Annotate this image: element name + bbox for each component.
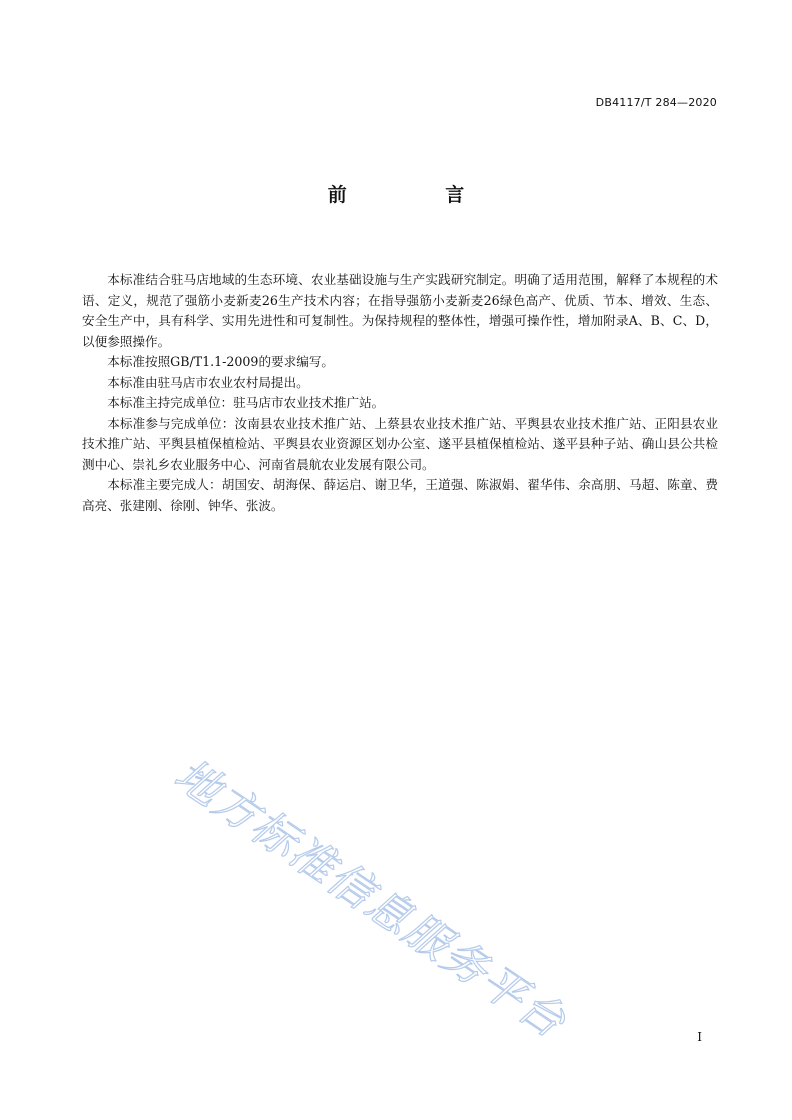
page-title: 前 言 (327, 184, 511, 206)
document-code: DB4117/T 284—2020 (595, 96, 717, 109)
paragraph-standard-basis: 本标准按照GB/T1.1-2009的要求编写。 (107, 354, 335, 369)
paragraph-participating-units: 本标准参与完成单位：汝南县农业技术推广站、上蔡县农业技术推广站、平舆县农业技术推广站、正阳县农业技术推广站、平舆县植保植检站、平舆县农业资源区划办公室、遂平县植保植检站、遂平县种子站、确山县公共检测中心、崇礼乡农业服务中心、河南省晨航农业发展有限公司。 (82, 415, 718, 472)
watermark: 地方标准信息服务平台 (165, 749, 576, 1049)
paragraph-main-drafters: 本标准主要完成人：胡国安、胡海保、薛运启、谢卫华，王道强、陈淑娟、翟华伟、余高朋、马超、陈童、费高亮、张建刚、徐刚、钟华、张波。 (82, 477, 718, 513)
paragraph-lead-unit: 本标准主持完成单位：驻马店市农业技术推广站。 (107, 395, 385, 410)
paragraph-proposer: 本标准由驻马店市农业农村局提出。 (107, 374, 309, 390)
page-number: I (697, 1030, 702, 1044)
paragraph-intro: 本标准结合驻马店地域的生态环境、农业基础设施与生产实践研究制定。明确了适用范围，解释了本规程的术语、定义，规范了强筋小麦新麦26生产技术内容；在指导强筋小麦新麦26绿色高产、优质、节本、增效、生态、安全生产中，具有科学、实用先进性和可复制性。为保持规程的整体性，增强可操作性，增加附录A、B、C、D，以便参照操作。 (82, 272, 718, 349)
foreword-body (82, 270, 718, 516)
